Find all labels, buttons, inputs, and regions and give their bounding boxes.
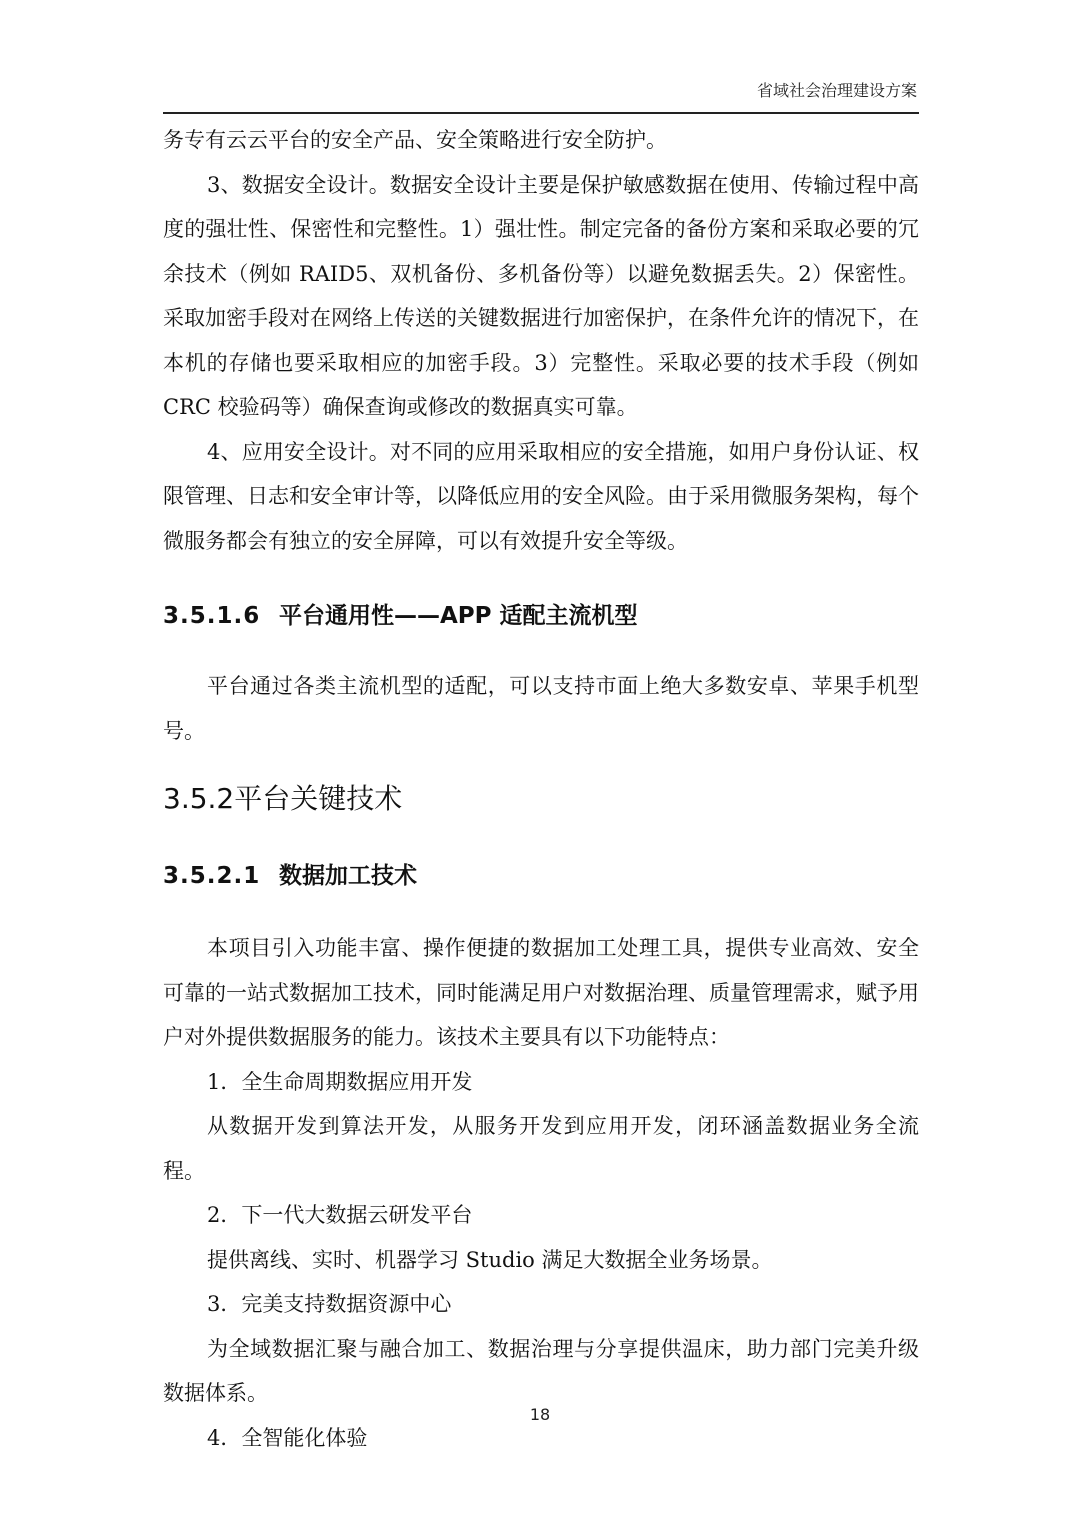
heading-text: 平台通用性——APP 适配主流机型 [279,603,638,629]
list-item-1: 1．全生命周期数据应用开发 [207,1069,473,1094]
heading-3-5-2-1 [163,857,919,890]
list-item-3-desc: 为全域数据汇聚与融合加工、数据治理与分享提供温床，助力部门完美升级数据体系。 [163,1336,919,1405]
list-item-1-desc: 从数据开发到算法开发，从服务开发到应用开发，闭环涵盖数据业务全流程。 [163,1114,919,1183]
paragraph-data-processing: 本项目引入功能丰富、操作便捷的数据加工处理工具，提供专业高效、安全可靠的一站式数据加工技术，同时能满足用户对数据治理、质量管理需求，赋予用户对外提供数据服务的能力。该技术主要具有以下功能特点： [163,936,919,1049]
page-number: 18 [529,1405,551,1424]
list-item-4: 4．全智能化体验 [207,1425,368,1450]
heading-number: 3.5.2.1 [163,863,261,889]
paragraph-platform-compat: 平台通过各类主流机型的适配，可以支持市面上绝大多数安卓、苹果手机型号。 [163,674,919,743]
list-item-2-desc: 提供离线、实时、机器学习 Studio 满足大数据全业务场景。 [207,1247,773,1272]
page-content [163,118,919,1460]
heading-text: 数据加工技术 [279,863,417,889]
header-title: 省域社会治理建设方案 [756,81,917,100]
paragraph-data-security: 3、数据安全设计。数据安全设计主要是保护敏感数据在使用、传输过程中高度的强壮性、保密性和完整性。1）强壮性。制定完备的备份方案和采取必要的冗余技术（例如 RAID5、双机备份、多机备份等）以避免数据丢失。2）保密性。采取加密手段对在网络上传送的关键数据进行加密保护，在条件允许的情况下，在本机的存储也要采取相应的加密手段。3）完整性。采取必要的技术手段（例如 CRC 校验码等）确保查询或修改的数据真实可靠。 [163,172,919,419]
list-item-2: 2．下一代大数据云研发平台 [207,1203,473,1227]
heading-number: 3.5.1.6 [163,603,261,629]
heading-3-5-1-6 [163,597,919,630]
list-item-3: 3．完美支持数据资源中心 [207,1292,452,1316]
paragraph-continuation: 务专有云云平台的安全产品、安全策略进行安全防护。 [163,128,667,152]
page-header [163,76,919,114]
heading-3-5-2: 3.5.2平台关键技术 [163,782,403,815]
paragraph-app-security: 4、应用安全设计。对不同的应用采取相应的安全措施，如用户身份认证、权限管理、日志和安全审计等，以降低应用的安全风险。由于采用微服务架构，每个微服务都会有独立的安全屏障，可以有效提升安全等级。 [163,439,919,553]
